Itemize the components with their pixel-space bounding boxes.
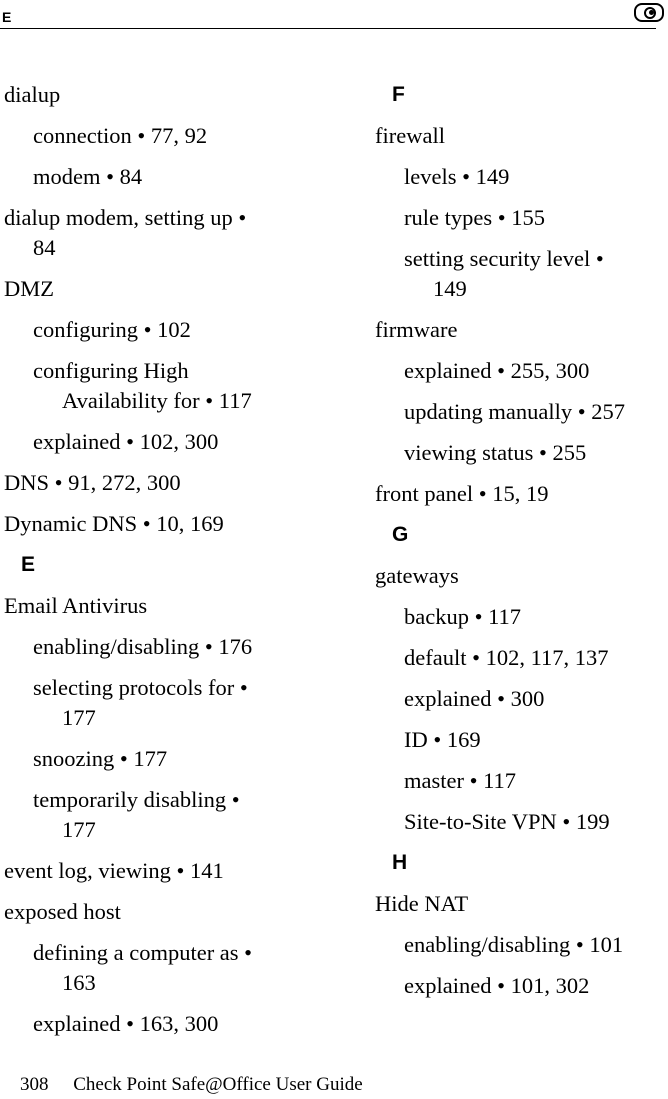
- index-subentry: [404, 244, 665, 304]
- guide-title: Check Point Safe@Office User Guide: [73, 1074, 363, 1095]
- index-entry: DMZ: [4, 276, 54, 301]
- index-subentry: explained • 163, 300: [33, 1011, 219, 1036]
- index-section-letter: H: [392, 851, 408, 874]
- index-entry: DNS • 91, 272, 300: [4, 470, 181, 495]
- index-entry-line: 149: [433, 276, 467, 301]
- index-subentry: configuring • 102: [33, 317, 191, 342]
- index-entry-line: Availability for • 117: [62, 388, 252, 413]
- index-column-right: [375, 80, 665, 1012]
- index-subentry: Site-to-Site VPN • 199: [404, 809, 610, 834]
- index-entry: gateways: [375, 563, 459, 588]
- index-subentry: explained • 255, 300: [404, 358, 590, 383]
- index-subentry: default • 102, 117, 137: [404, 645, 609, 670]
- index-subentry: snoozing • 177: [33, 746, 168, 771]
- index-subentry: modem • 84: [33, 164, 143, 189]
- page-number: 308: [20, 1074, 49, 1095]
- index-entry-line: temporarily disabling •: [33, 787, 240, 812]
- index-entry-line: 177: [62, 705, 96, 730]
- disc-drive-icon: [634, 3, 664, 22]
- index-subentry: backup • 117: [404, 604, 522, 629]
- index-subentry: explained • 300: [404, 686, 545, 711]
- index-entry-line: setting security level •: [404, 246, 604, 271]
- index-subentry: [33, 785, 284, 845]
- index-subentry: [33, 938, 284, 998]
- index-entry-line: 163: [62, 970, 96, 995]
- index-entry: firmware: [375, 317, 458, 342]
- page-footer: [20, 1074, 363, 1096]
- index-entry-line: dialup modem, setting up •: [4, 205, 247, 230]
- index-section-letter: E: [21, 553, 36, 576]
- header-divider: [0, 28, 656, 29]
- index-subentry: levels • 149: [404, 164, 510, 189]
- index-subentry: master • 117: [404, 768, 517, 793]
- index-subentry: rule types • 155: [404, 205, 545, 230]
- index-entry: [4, 203, 284, 263]
- index-entry: dialup: [4, 82, 61, 107]
- index-entry-line: 84: [33, 235, 56, 260]
- index-subentry: enabling/disabling • 101: [404, 932, 624, 957]
- index-entry: Dynamic DNS • 10, 169: [4, 511, 224, 536]
- index-section-letter: G: [392, 523, 409, 546]
- index-subentry: [33, 356, 284, 416]
- index-subentry: connection • 77, 92: [33, 123, 208, 148]
- index-subentry: enabling/disabling • 176: [33, 634, 253, 659]
- index-entry-line: configuring High: [33, 358, 189, 383]
- index-subentry: updating manually • 257: [404, 399, 625, 424]
- section-letter-header: E: [2, 9, 12, 25]
- disc-center: [649, 10, 654, 15]
- index-entry: exposed host: [4, 899, 121, 924]
- index-entry: event log, viewing • 141: [4, 858, 224, 883]
- index-entry: Hide NAT: [375, 891, 469, 916]
- index-subentry: explained • 101, 302: [404, 973, 590, 998]
- index-entry: front panel • 15, 19: [375, 481, 549, 506]
- index-entry: firewall: [375, 123, 445, 148]
- index-subentry: ID • 169: [404, 727, 481, 752]
- index-entry-line: 177: [62, 817, 96, 842]
- index-entry: Email Antivirus: [4, 593, 148, 618]
- index-section-letter: F: [392, 83, 405, 106]
- index-subentry: viewing status • 255: [404, 440, 587, 465]
- index-entry-line: selecting protocols for •: [33, 675, 248, 700]
- index-entry-line: defining a computer as •: [33, 940, 253, 965]
- index-column-left: [4, 80, 284, 1050]
- index-subentry: explained • 102, 300: [33, 429, 219, 454]
- index-subentry: [33, 673, 284, 733]
